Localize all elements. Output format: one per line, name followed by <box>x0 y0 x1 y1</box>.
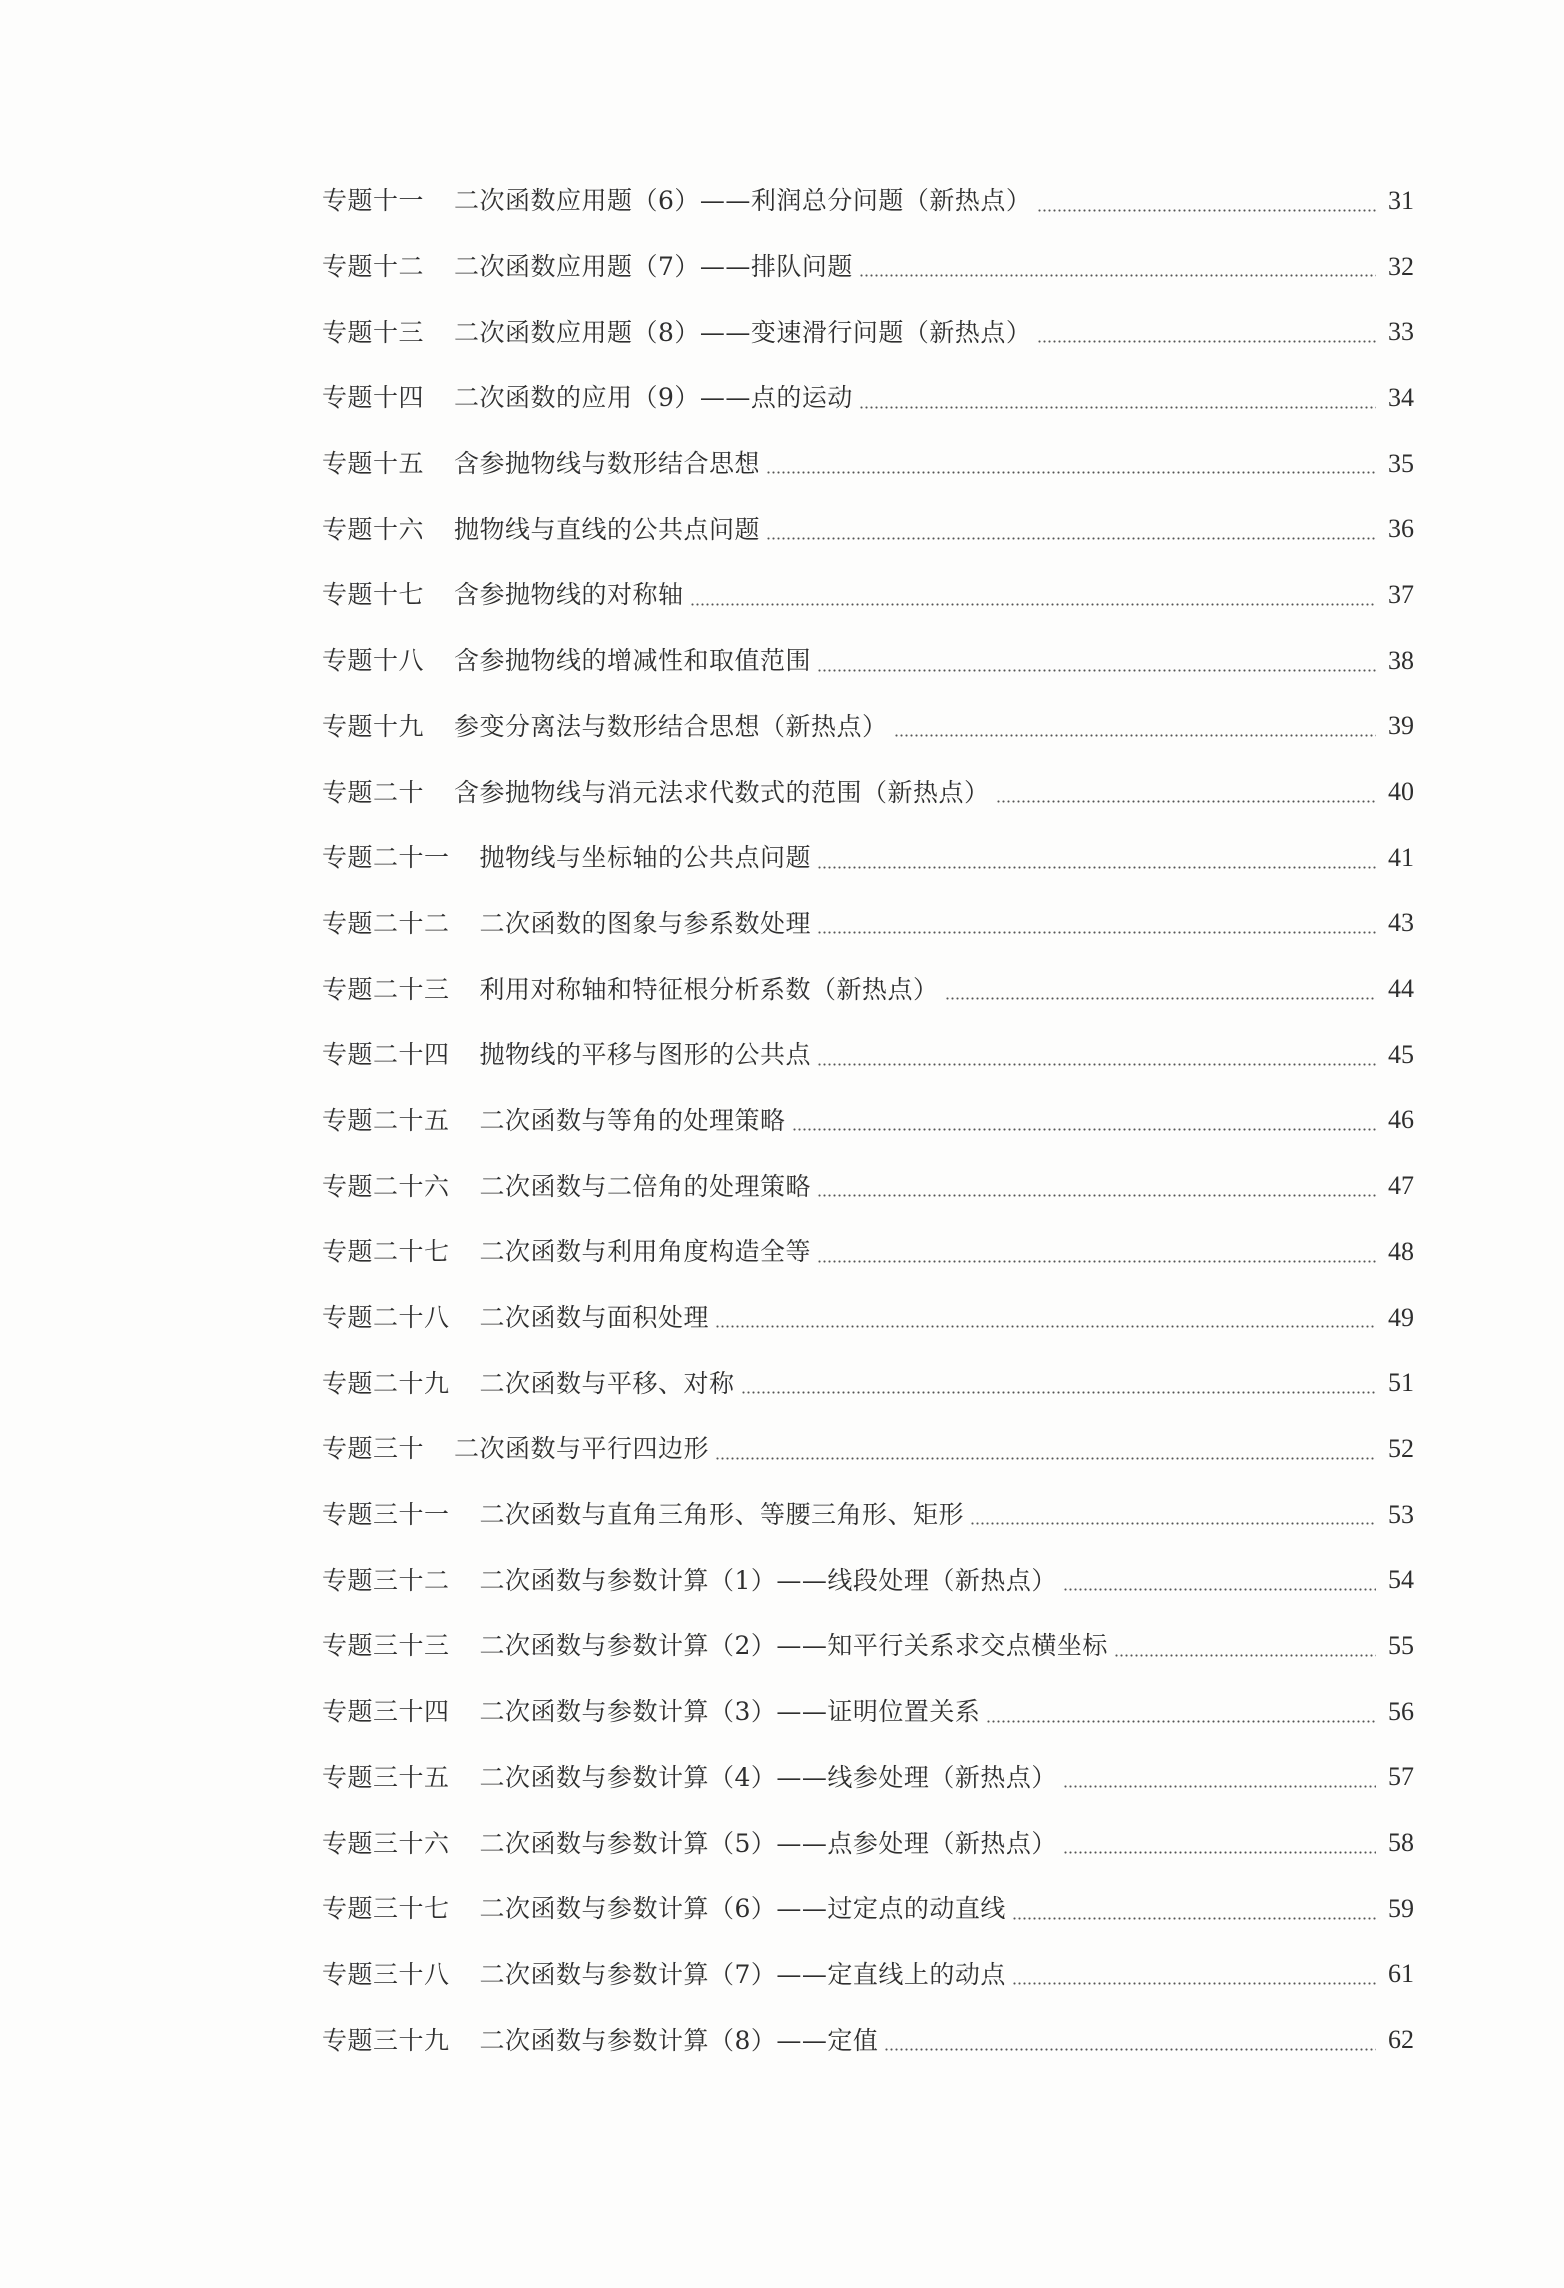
toc-entry-page-number: 46 <box>1388 1105 1414 1135</box>
toc-entry-page-number: 45 <box>1388 1039 1414 1069</box>
toc-entry-number: 专题十八 <box>322 646 425 676</box>
dot-leader <box>817 1260 1376 1263</box>
toc-entry-number: 专题二十八 <box>322 1303 450 1333</box>
toc-entry-page-number: 49 <box>1388 1302 1414 1332</box>
toc-entry-page-number: 31 <box>1388 185 1414 215</box>
dot-leader <box>792 1128 1376 1131</box>
dot-leader <box>741 1391 1376 1394</box>
toc-entry-page-number: 47 <box>1388 1171 1414 1201</box>
toc-entry[interactable] <box>322 431 1414 497</box>
toc-entry[interactable] <box>322 234 1414 300</box>
toc-entry[interactable] <box>322 1547 1414 1613</box>
dot-leader <box>1037 340 1376 343</box>
toc-entry[interactable] <box>322 1350 1414 1416</box>
dot-leader <box>945 997 1376 1000</box>
toc-entry[interactable] <box>322 1876 1414 1942</box>
toc-entry[interactable] <box>322 825 1414 891</box>
toc-entry[interactable] <box>322 1745 1414 1811</box>
toc-entry-number: 专题三十四 <box>322 1697 450 1727</box>
toc-entry-number: 专题十三 <box>322 317 425 347</box>
dot-leader <box>884 2048 1376 2051</box>
toc-entry-title: 二次函数与平移、对称 <box>479 1368 735 1398</box>
toc-entry[interactable] <box>322 496 1414 562</box>
toc-entry-number: 专题二十九 <box>322 1368 450 1398</box>
toc-entry-title: 二次函数与参数计算（6）——过定点的动直线 <box>479 1894 1006 1924</box>
toc-entry-page-number: 56 <box>1388 1696 1414 1726</box>
toc-entry[interactable] <box>322 1088 1414 1154</box>
toc-entry[interactable] <box>322 1022 1414 1088</box>
toc-entry-page-number: 39 <box>1388 711 1414 741</box>
toc-entry-page-number: 59 <box>1388 1893 1414 1923</box>
toc-entry-number: 专题二十二 <box>322 908 450 938</box>
toc-entry-number: 专题十二 <box>322 252 425 282</box>
toc-entry-title: 二次函数应用题（7）——排队问题 <box>454 252 853 282</box>
toc-entry[interactable] <box>322 299 1414 365</box>
toc-entry-title: 含参抛物线与消元法求代数式的范围（新热点） <box>454 777 990 807</box>
toc-entry-number: 专题二十四 <box>322 1040 450 1070</box>
toc-entry-number: 专题二十六 <box>322 1171 450 1201</box>
dot-leader <box>766 537 1376 540</box>
toc-entry-page-number: 61 <box>1388 1959 1414 1989</box>
toc-entry[interactable] <box>322 1942 1414 2008</box>
toc-entry-number: 专题十六 <box>322 514 425 544</box>
toc-entry-title: 利用对称轴和特征根分析系数（新热点） <box>479 974 939 1004</box>
toc-entry-title: 二次函数与参数计算（7）——定直线上的动点 <box>479 1959 1006 1989</box>
toc-entry-page-number: 40 <box>1388 777 1414 807</box>
toc-entry-number: 专题三十六 <box>322 1828 450 1858</box>
toc-entry-number: 专题三十八 <box>322 1959 450 1989</box>
dot-leader <box>859 274 1376 277</box>
toc-entry-page-number: 52 <box>1388 1433 1414 1463</box>
toc-entry-title: 二次函数与参数计算（1）——线段处理（新热点） <box>479 1565 1057 1595</box>
toc-entry-title: 含参抛物线的增减性和取值范围 <box>454 646 812 676</box>
dot-leader <box>1063 1785 1376 1788</box>
toc-entry[interactable] <box>322 562 1414 628</box>
toc-entry-title: 二次函数与参数计算（2）——知平行关系求交点横坐标 <box>479 1631 1108 1661</box>
dot-leader <box>715 1457 1376 1460</box>
dot-leader <box>817 1194 1376 1197</box>
toc-entry-title: 二次函数与平行四边形 <box>454 1434 710 1464</box>
toc-entry-page-number: 51 <box>1388 1368 1414 1398</box>
toc-entry-number: 专题十四 <box>322 383 425 413</box>
toc-entry-page-number: 48 <box>1388 1236 1414 1266</box>
toc-entry-number: 专题三十五 <box>322 1762 450 1792</box>
toc-entry-page-number: 38 <box>1388 645 1414 675</box>
toc-entry-page-number: 35 <box>1388 448 1414 478</box>
toc-entry-page-number: 58 <box>1388 1828 1414 1858</box>
toc-entry-title: 二次函数与直角三角形、等腰三角形、矩形 <box>479 1500 965 1530</box>
toc-entry-title: 二次函数与参数计算（8）——定值 <box>479 2025 879 2055</box>
toc-entry-number: 专题三十一 <box>322 1500 450 1530</box>
toc-entry[interactable] <box>322 694 1414 760</box>
toc-entry-number: 专题三十三 <box>322 1631 450 1661</box>
toc-entry[interactable] <box>322 891 1414 957</box>
toc-entry-page-number: 41 <box>1388 842 1414 872</box>
toc-entry-number: 专题十九 <box>322 711 425 741</box>
toc-entry[interactable] <box>322 956 1414 1022</box>
toc-entry-title: 含参抛物线与数形结合思想 <box>454 449 761 479</box>
toc-entry[interactable] <box>322 1219 1414 1285</box>
toc-entry[interactable] <box>322 759 1414 825</box>
toc-entry-title: 抛物线的平移与图形的公共点 <box>479 1040 812 1070</box>
dot-leader <box>1012 1917 1376 1920</box>
toc-entry-title: 抛物线与坐标轴的公共点问题 <box>479 843 812 873</box>
toc-entry-title: 含参抛物线的对称轴 <box>454 580 684 610</box>
toc-entry-number: 专题十一 <box>322 186 425 216</box>
toc-entry-page-number: 53 <box>1388 1499 1414 1529</box>
toc-entry[interactable] <box>322 168 1414 234</box>
toc-entry-title: 二次函数与二倍角的处理策略 <box>479 1171 812 1201</box>
toc-entry-number: 专题十五 <box>322 449 425 479</box>
toc-entry-page-number: 43 <box>1388 908 1414 938</box>
dot-leader <box>817 1063 1376 1066</box>
dot-leader <box>1063 1588 1376 1591</box>
toc-entry-number: 专题三十九 <box>322 2025 450 2055</box>
toc-entry[interactable] <box>322 365 1414 431</box>
toc-entry-page-number: 57 <box>1388 1762 1414 1792</box>
toc-entry-page-number: 55 <box>1388 1630 1414 1660</box>
dot-leader <box>996 800 1376 803</box>
toc-entry[interactable] <box>322 2007 1414 2073</box>
dot-leader <box>715 1325 1376 1328</box>
dot-leader <box>766 471 1376 474</box>
toc-entry-number: 专题二十 <box>322 777 425 807</box>
toc-entry-page-number: 32 <box>1388 251 1414 281</box>
toc-entry-number: 专题十七 <box>322 580 425 610</box>
toc-entry[interactable] <box>322 1810 1414 1876</box>
toc-entry-title: 参变分离法与数形结合思想（新热点） <box>454 711 888 741</box>
dot-leader <box>1063 1851 1376 1854</box>
dot-leader <box>690 603 1376 606</box>
toc-entry[interactable] <box>322 1679 1414 1745</box>
toc-entry-title: 二次函数与面积处理 <box>479 1303 710 1333</box>
dot-leader <box>817 931 1376 934</box>
dot-leader <box>1012 1982 1376 1985</box>
toc-entry-page-number: 54 <box>1388 1565 1414 1595</box>
dot-leader <box>859 406 1376 409</box>
toc-entry-page-number: 44 <box>1388 974 1414 1004</box>
toc-entry-page-number: 36 <box>1388 514 1414 544</box>
toc-entry-number: 专题二十三 <box>322 974 450 1004</box>
toc-entry-page-number: 34 <box>1388 382 1414 412</box>
toc-entry-number: 专题三十 <box>322 1434 425 1464</box>
toc-entry[interactable] <box>322 1482 1414 1548</box>
dot-leader <box>817 669 1376 672</box>
dot-leader <box>1037 209 1376 212</box>
toc-entry-number: 专题二十五 <box>322 1105 450 1135</box>
toc-entry-title: 二次函数与参数计算（5）——点参处理（新热点） <box>479 1828 1057 1858</box>
dot-leader <box>1114 1654 1376 1657</box>
toc-entry-title: 二次函数与参数计算（4）——线参处理（新热点） <box>479 1762 1057 1792</box>
toc-entry-page-number: 37 <box>1388 579 1414 609</box>
toc-entry-title: 抛物线与直线的公共点问题 <box>454 514 761 544</box>
toc-entry-page-number: 62 <box>1388 2025 1414 2055</box>
toc-entry-number: 专题三十七 <box>322 1894 450 1924</box>
toc-entry-title: 二次函数与参数计算（3）——证明位置关系 <box>479 1697 981 1727</box>
toc-entry-number: 专题二十一 <box>322 843 450 873</box>
dot-leader <box>986 1720 1376 1723</box>
dot-leader <box>970 1522 1376 1525</box>
toc-entry[interactable] <box>322 1153 1414 1219</box>
toc-entry-title: 二次函数的图象与参系数处理 <box>479 908 812 938</box>
toc-entry-title: 二次函数与等角的处理策略 <box>479 1105 786 1135</box>
table-of-contents <box>322 168 1414 2073</box>
dot-leader <box>817 866 1376 869</box>
toc-entry-page-number: 33 <box>1388 317 1414 347</box>
toc-entry[interactable] <box>322 628 1414 694</box>
toc-entry-title: 二次函数应用题（8）——变速滑行问题（新热点） <box>454 317 1032 347</box>
toc-entry-title: 二次函数的应用（9）——点的运动 <box>454 383 853 413</box>
dot-leader <box>894 734 1376 737</box>
toc-entry[interactable] <box>322 1285 1414 1351</box>
toc-entry-title: 二次函数与利用角度构造全等 <box>479 1237 812 1267</box>
toc-entry-title: 二次函数应用题（6）——利润总分问题（新热点） <box>454 186 1032 216</box>
toc-entry[interactable] <box>322 1416 1414 1482</box>
toc-entry-number: 专题三十二 <box>322 1565 450 1595</box>
toc-entry-number: 专题二十七 <box>322 1237 450 1267</box>
toc-entry[interactable] <box>322 1613 1414 1679</box>
